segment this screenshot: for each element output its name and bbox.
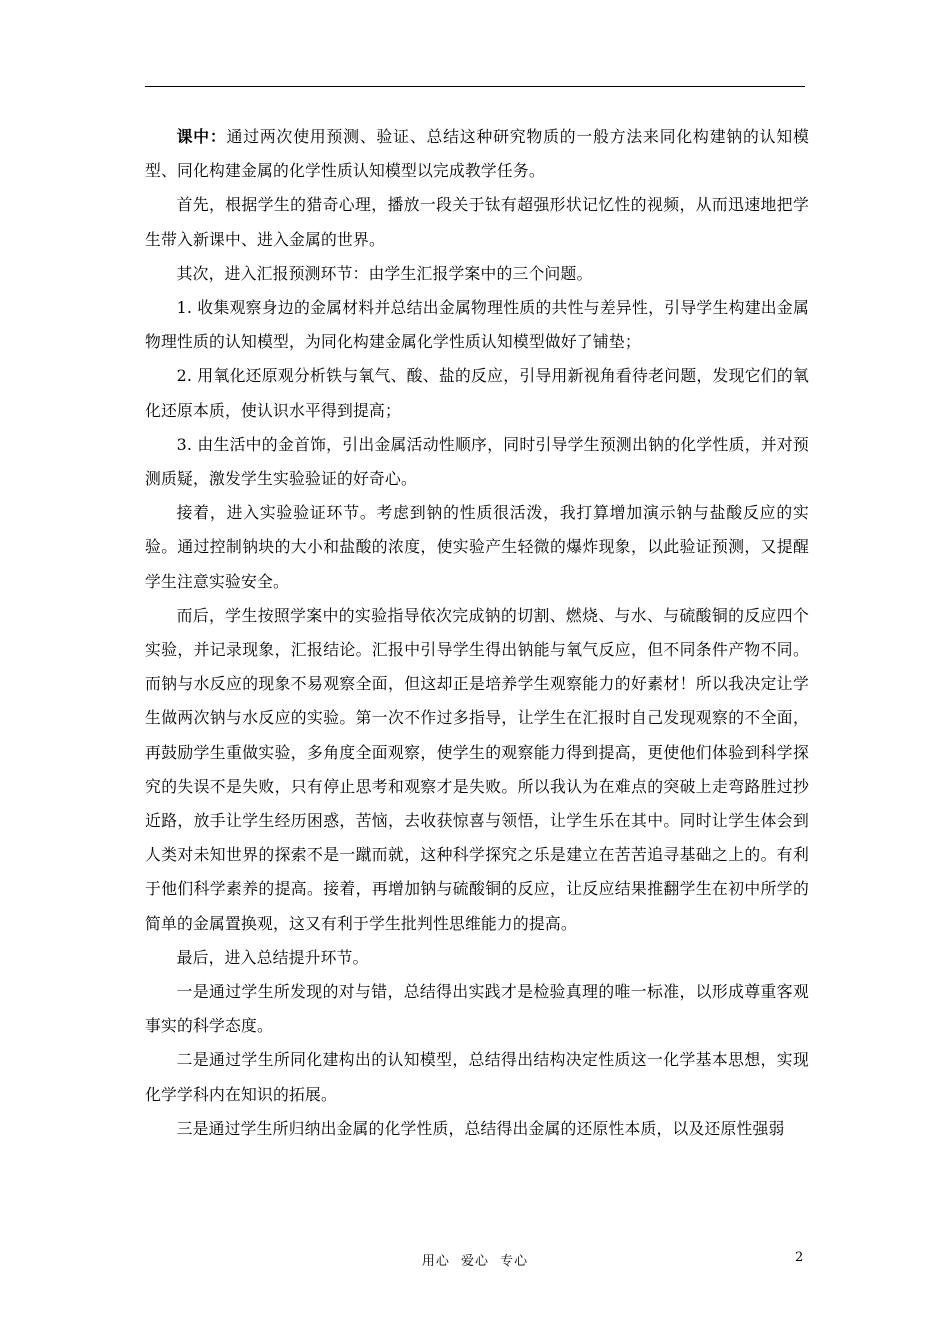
- paragraph-text: 通过两次使用预测、验证、总结这种研究物质的一般方法来同化构建钠的认知模型、同化构建金属的化学性质认知模型以完成教学任务。: [145, 127, 809, 181]
- paragraph-7: [145, 496, 809, 599]
- paragraph-11: [145, 1043, 809, 1111]
- paragraph-3: [145, 257, 809, 291]
- paragraph-12: [145, 1112, 809, 1146]
- paragraph-text: 最后，进入总结提升环节。: [176, 947, 369, 967]
- paragraph-4: [145, 291, 809, 359]
- paragraph-1: [145, 120, 809, 188]
- paragraph-text: 首先，根据学生的猎奇心理，播放一段关于钛有超强形状记忆性的视频，从而迅速地把学生带入新课中、进入金属的世界。: [145, 195, 809, 249]
- paragraph-text: 其次，进入汇报预测环节：由学生汇报学案中的三个问题。: [176, 263, 593, 283]
- paragraph-8: [145, 599, 809, 941]
- paragraph-text: 1. 收集观察身边的金属材料并总结出金属物理性质的共性与差异性，引导学生构建出金属物理性质的认知模型，为同化构建金属化学性质认知模型做好了铺垫；: [145, 298, 809, 352]
- paragraph-text: 一是通过学生所发现的对与错，总结得出实践才是检验真理的唯一标准，以形成尊重客观事实的科学态度。: [145, 982, 809, 1036]
- document-body: [145, 120, 809, 1146]
- paragraph-text: 三是通过学生所归纳出金属的化学性质，总结得出金属的还原性本质，以及还原性强弱: [176, 1118, 785, 1138]
- footer-text: 用心 爱心 专心: [421, 1254, 529, 1269]
- page-number: 2: [795, 1250, 804, 1265]
- paragraph-5: [145, 359, 809, 427]
- paragraph-2: [145, 188, 809, 256]
- header-rule: [145, 86, 805, 87]
- paragraph-10: [145, 975, 809, 1043]
- paragraph-text: 而后，学生按照学案中的实验指导依次完成钠的切割、燃烧、与水、与硫酸铜的反应四个实验，并记录现象，汇报结论。汇报中引导学生得出钠能与氧气反应，但不同条件产物不同。而钠与水反应的现象不易观察全面，但这却正是培养学生观察能力的好素材！所以我决定让学生做两次钠与水反应的实验。第一次不作过多指导，让学生在汇报时自己发现观察的不全面，再鼓励学生重做实验，多角度全面观察，使学生的观察能力得到提高，更使他们体验到科学探究的失误不是失败，只有停止思考和观察才是失败。所以我认为在难点的突破上走弯路胜过抄近路，放手让学生经历困惑，苦恼，去收获惊喜与领悟，让学生乐在其中。同时让学生体会到人类对未知世界的探索不是一蹴而就，这种科学探究之乐是建立在苦苦追寻基础之上的。有利于他们科学素养的提高。接着，再增加钠与硫酸铜的反应，让反应结果推翻学生在初中所学的简单的金属置换观，这又有利于学生批判性思维能力的提高。: [145, 605, 809, 933]
- paragraph-6: [145, 428, 809, 496]
- paragraph-text: 3. 由生活中的金首饰，引出金属活动性顺序，同时引导学生预测出钠的化学性质，并对预测质疑，激发学生实验验证的好奇心。: [145, 434, 809, 489]
- paragraph-text: 接着，进入实验验证环节。考虑到钠的性质很活泼，我打算增加演示钠与盐酸反应的实验。通过控制钠块的大小和盐酸的浓度，使实验产生轻微的爆炸现象，以此验证预测，又提醒学生注意实验安全。: [145, 503, 809, 591]
- paragraph-text: 2. 用氧化还原观分析铁与氧气、酸、盐的反应，引导用新视角看待老问题，发现它们的氧化还原本质，使认识水平得到提高；: [145, 366, 809, 420]
- paragraph-lead: 课中：: [176, 127, 227, 146]
- paragraph-text: 二是通过学生所同化建构出的认知模型，总结得出结构决定性质这一化学基本思想，实现化学学科内在知识的拓展。: [145, 1050, 809, 1104]
- paragraph-9: [145, 941, 809, 975]
